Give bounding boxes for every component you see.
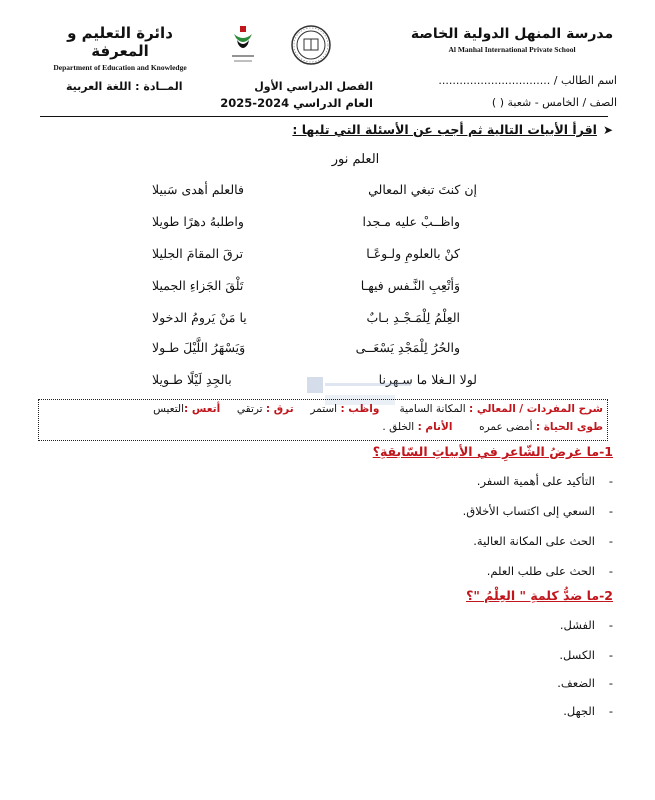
option-text: الحث على المكانة العالية. xyxy=(473,534,595,548)
verse-second: يا مَنْ يَرومُ الدخولا xyxy=(152,310,247,325)
vocab-term: الأنام : xyxy=(417,421,453,433)
option-text: الحث على طلب العلم. xyxy=(486,564,595,578)
vocab-term: ترق : xyxy=(265,403,294,415)
poem-title-text: العلم نور xyxy=(331,152,380,167)
option-text: الضعف. xyxy=(557,676,595,690)
vocabulary-line-1 xyxy=(153,403,603,415)
department-name-en: Department of Education and Knowledge xyxy=(53,63,187,72)
option-row[interactable]: -التأكيد على أهمية السفر. xyxy=(476,474,613,488)
vocab-term: واظب : xyxy=(340,403,380,415)
instruction-text: اقرأ الأبيات التالية ثم أجب عن الأسئلة التي تليها : xyxy=(292,122,597,137)
vocab-term: المعالي : xyxy=(469,403,516,415)
verse-first: وَأتْعِبِ النَّـفس فيهـا xyxy=(360,278,460,293)
vocab-term: أتعس : xyxy=(184,403,221,415)
school-header xyxy=(407,26,617,54)
option-text: السعي إلى اكتساب الأخلاق. xyxy=(462,504,595,518)
identity-logo-icon xyxy=(228,22,258,68)
vocab-meaning: أمضى عمره xyxy=(479,421,533,433)
option-text: الفشل. xyxy=(559,618,595,632)
instruction xyxy=(292,122,613,137)
verse-first: العِلْمُ لِلْمَـجْـدِ بـابٌ xyxy=(366,310,460,325)
question-1 xyxy=(373,444,613,459)
vocab-meaning: الخلق . xyxy=(382,421,415,433)
verse-second: فالعلم أهدى سَبيلا xyxy=(152,182,244,197)
verse-first: كنْ بالعلومِ ولـوعًـا xyxy=(366,246,460,261)
option-text: الجهل. xyxy=(563,704,595,718)
option-row[interactable]: -السعي إلى اكتساب الأخلاق. xyxy=(462,504,613,518)
subject-label: المــادة : اللغة العربية xyxy=(66,80,183,93)
option-text: التأكيد على أهمية السفر. xyxy=(476,474,595,488)
option-row[interactable]: -الحث على طلب العلم. xyxy=(486,564,613,578)
verse-second: ترقَ المقامَ الجليلا xyxy=(152,246,244,261)
question-2 xyxy=(466,588,613,603)
verse-first: واظــبْ عليه مـجدا xyxy=(362,214,460,229)
verse-second: بالجِدِ لَيْلًا طـويلا xyxy=(152,372,232,387)
verse-first: إن كنتَ تبغي المعالي xyxy=(368,182,477,197)
option-text: الكسل. xyxy=(559,648,595,662)
department-header xyxy=(40,24,200,72)
vocab-meaning: التعيس xyxy=(153,403,184,415)
question-text: 2-ما ضدُّ كلمةِ " العِلْمُ "؟ xyxy=(466,588,613,603)
option-row[interactable]: -الفشل. xyxy=(559,618,613,632)
vocab-heading: شرح المفردات / xyxy=(519,403,603,415)
verse-first: لولا الـغلا ما سـهرنا xyxy=(378,372,477,387)
school-name-ar: مدرسة المنهل الدولية الخاصة xyxy=(410,26,614,42)
option-row[interactable]: -الجهل. xyxy=(563,704,613,718)
verse-second: وَيَسْهَرُ اللَّيْلَ طـولا xyxy=(152,340,246,355)
arrow-icon: ➤ xyxy=(602,123,613,137)
vocabulary-box xyxy=(38,399,608,441)
semester-label: الفصل الدراسي الأول xyxy=(254,80,373,93)
vocab-meaning: استمر xyxy=(310,403,338,415)
option-row[interactable]: -الكسل. xyxy=(559,648,613,662)
verse-second: واطلبهُ دهرًا طويلا xyxy=(152,214,244,229)
student-name-field[interactable]: اسم الطالب / ................................ xyxy=(438,74,617,87)
header-divider xyxy=(40,116,608,117)
vocabulary-line-2 xyxy=(382,421,603,433)
vocab-meaning: ترتقي xyxy=(236,403,263,415)
department-name-ar: دائرة التعليم و المعرفة xyxy=(67,24,173,60)
vocab-term: طوى الحياة : xyxy=(535,421,603,433)
year-label: العام الدراسي 2024-2025 xyxy=(220,96,373,110)
school-seal-icon xyxy=(290,24,332,66)
poem-title xyxy=(0,152,655,167)
verse-second: تَلْقَ الجَزاءِ الجميلا xyxy=(152,278,244,293)
option-row[interactable]: -الحث على المكانة العالية. xyxy=(473,534,613,548)
school-name-en: Al Manhal International Private School xyxy=(448,45,576,54)
question-text: 1-ما غرضُ الشّاعرِ في الأبياتِ السّابقةِ؟ xyxy=(372,444,613,459)
verse-first: والحُرُ لِلْمَجْدِ يَسْعَــى xyxy=(355,340,460,355)
class-field[interactable]: الصف / الخامس - شعبة ( ) xyxy=(491,96,617,109)
vocab-meaning: المكانة السامية xyxy=(399,403,466,415)
option-row[interactable]: -الضعف. xyxy=(557,676,613,690)
